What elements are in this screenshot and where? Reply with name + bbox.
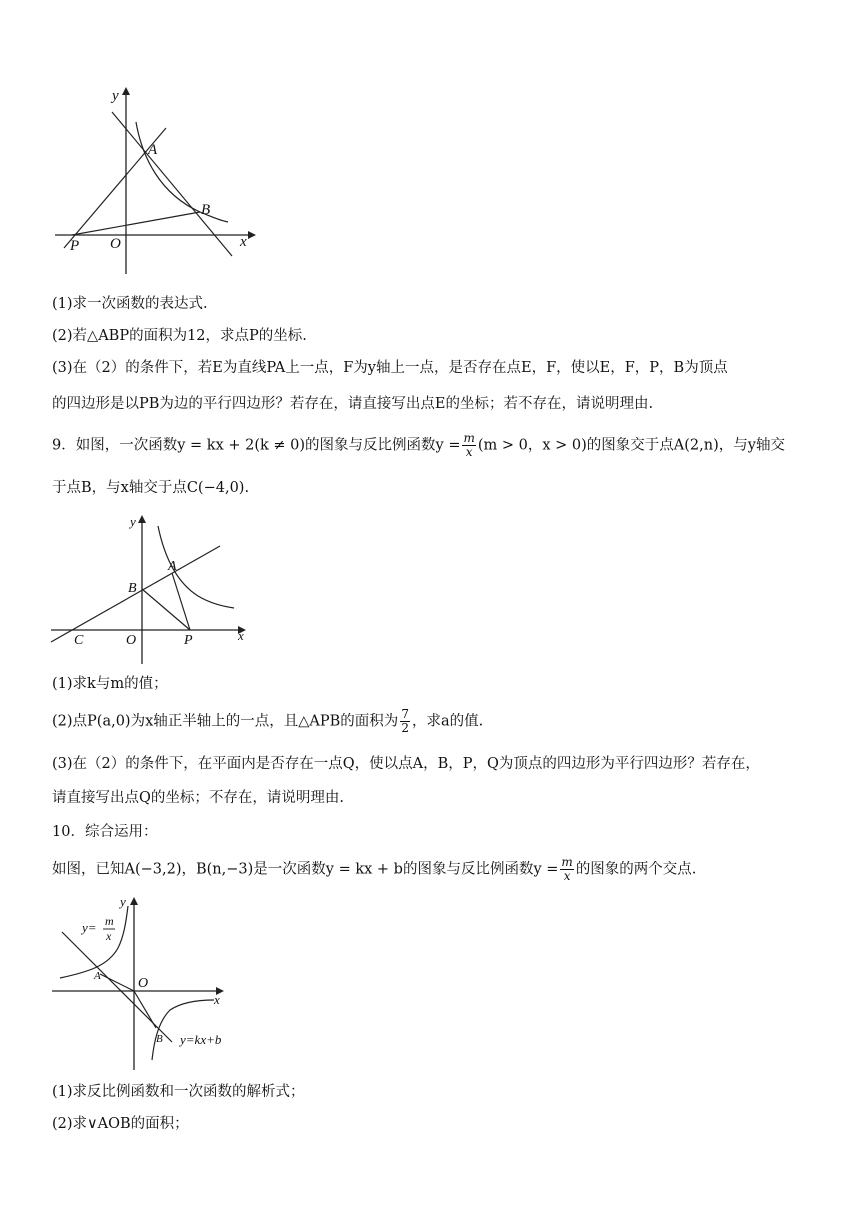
label-y: y bbox=[130, 514, 136, 529]
label-a: A bbox=[168, 559, 177, 574]
label-o: O bbox=[126, 633, 137, 648]
label-o: O bbox=[110, 236, 121, 252]
figure-problem10 bbox=[48, 892, 248, 1074]
frac-den: 2 bbox=[401, 721, 409, 735]
label-a: A bbox=[94, 970, 101, 982]
label-o: O bbox=[138, 976, 149, 991]
line-label: y=kx+b bbox=[180, 1032, 222, 1047]
label-x: x bbox=[238, 628, 244, 643]
p10-q2: (2)求∨AOB的面积； bbox=[52, 1116, 189, 1132]
p10-stem-part2: 的图象的两个交点. bbox=[575, 861, 697, 878]
p9-frac-m-over-x bbox=[462, 432, 475, 459]
hyperbola-branch-right bbox=[152, 1000, 214, 1060]
label-p: P bbox=[184, 633, 193, 648]
label-a: A bbox=[148, 142, 158, 158]
p9-q2-part1: (2)点P(a,0)为x轴正半轴上的一点，且△APB的面积为 bbox=[52, 713, 399, 730]
frac-den: x bbox=[465, 445, 473, 459]
p9-frac-7-over-2 bbox=[400, 708, 410, 735]
x-axis-arrow bbox=[248, 231, 256, 239]
p9-q1: (1)求k与m的值； bbox=[52, 676, 168, 692]
hyperbola-branch-left bbox=[60, 906, 128, 978]
y-axis-arrow bbox=[122, 87, 130, 95]
label-b: B bbox=[156, 1033, 163, 1045]
y-axis-arrow bbox=[130, 897, 138, 905]
curve-label-lhs: y= bbox=[82, 920, 97, 935]
p9-q3-line1: (3)在（2）的条件下，在平面内是否存在一点Q，使以点A，B，P，Q为顶点的四边形为平行四边形？若存在， bbox=[52, 756, 760, 772]
figure-problem8 bbox=[50, 82, 265, 282]
label-x: x bbox=[214, 992, 220, 1007]
hyperbola-curve bbox=[136, 122, 228, 222]
p9-q3-line2: 请直接写出点Q的坐标；不存在，请说明理由. bbox=[52, 790, 344, 806]
label-p: P bbox=[70, 238, 80, 254]
p9-stem-part1: 9．如图，一次函数y = kx + 2(k ≠ 0)的图象与反比例函数y = bbox=[52, 437, 461, 454]
frac-num: m bbox=[463, 431, 475, 445]
p9-stem-line1 bbox=[52, 432, 822, 459]
label-x: x bbox=[240, 234, 247, 250]
p8-q3-line2: 的四边形是以PB为边的平行四边形？若存在，请直接写出点E的坐标；若不存在，请说明理由. bbox=[52, 396, 654, 412]
p10-stem bbox=[52, 856, 822, 883]
curve-label-den: x bbox=[106, 929, 112, 943]
label-y: y bbox=[112, 88, 119, 104]
p10-frac-m-over-x bbox=[560, 856, 573, 883]
label-b: B bbox=[201, 202, 211, 218]
p9-stem-part2: (m > 0，x > 0)的图象交于点A(2,n)，与y轴交 bbox=[477, 437, 785, 454]
y-axis-arrow bbox=[138, 515, 146, 523]
label-b: B bbox=[128, 581, 137, 596]
p10-title: 10．综合运用： bbox=[52, 824, 158, 840]
p9-q2-part2: ，求a的值. bbox=[411, 713, 484, 730]
figure-problem9 bbox=[48, 510, 253, 668]
line-bp bbox=[142, 589, 190, 630]
frac-num: 7 bbox=[401, 707, 409, 721]
p10-stem-part1: 如图，已知A(−3,2)，B(n,−3)是一次函数y = kx + b的图象与反比例函数y = bbox=[52, 861, 559, 878]
p8-q2: (2)若△ABP的面积为12，求点P的坐标. bbox=[52, 328, 307, 344]
line-ap bbox=[172, 573, 190, 630]
p9-q2 bbox=[52, 708, 822, 735]
line-y-kx-b bbox=[62, 932, 172, 1042]
segment-oa bbox=[100, 974, 134, 991]
p9-stem-line2: 于点B，与x轴交于点C(−4,0). bbox=[52, 480, 250, 496]
frac-num: m bbox=[561, 855, 573, 869]
segment-ob bbox=[134, 991, 156, 1028]
p8-q1: (1)求一次函数的表达式. bbox=[52, 296, 208, 312]
label-c: C bbox=[74, 633, 84, 648]
p10-q1: (1)求反比例函数和一次函数的解析式； bbox=[52, 1084, 305, 1100]
p8-q3-line1: (3)在（2）的条件下，若E为直线PA上一点，F为y轴上一点，是否存在点E，F，使以E，F，P，B为顶点 bbox=[52, 360, 728, 376]
frac-den: x bbox=[563, 869, 571, 883]
curve-label-num: m bbox=[105, 914, 114, 928]
label-y: y bbox=[120, 894, 126, 909]
